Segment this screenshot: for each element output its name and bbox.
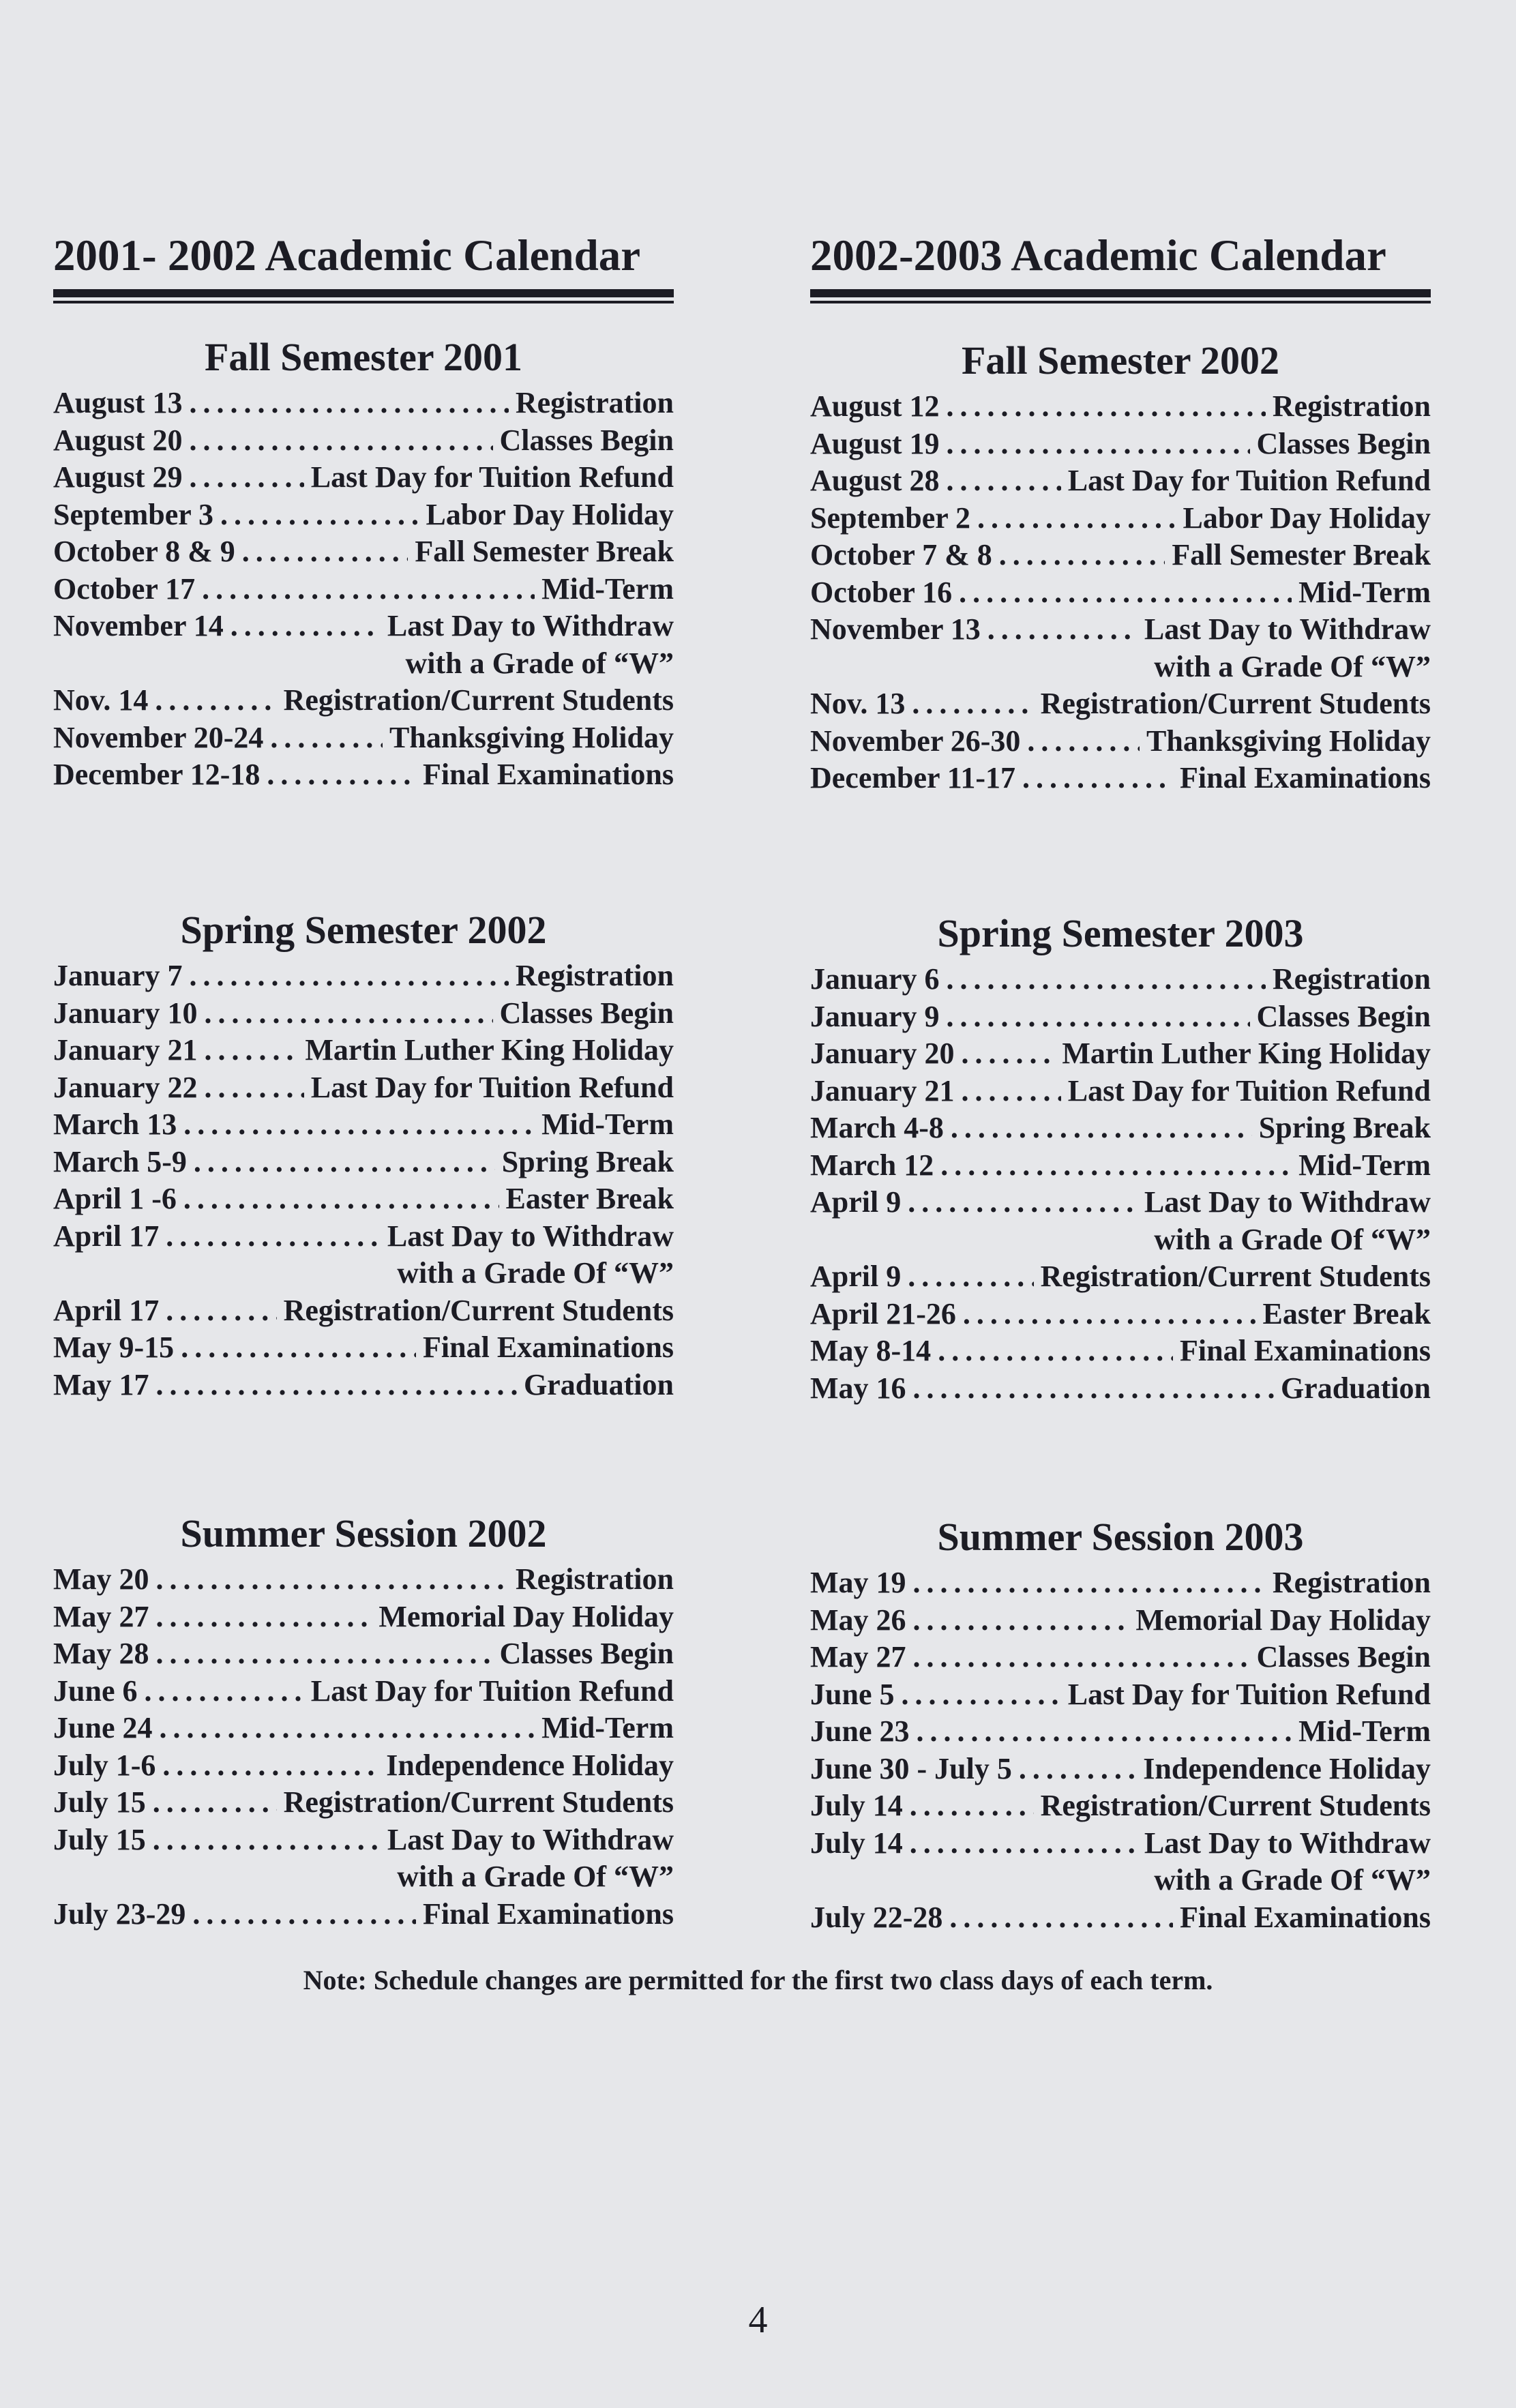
entry-date: July 14 (810, 1826, 903, 1860)
entry-event: Registration (1272, 962, 1431, 996)
dot-leader (940, 1147, 1292, 1185)
entry-event: Spring Break (1258, 1111, 1431, 1144)
dot-leader (908, 1184, 1138, 1221)
calendar-entry (810, 1110, 1431, 1147)
calendar-entry (810, 1258, 1431, 1296)
spring-semester-section (810, 910, 1431, 1407)
title-double-rule (53, 289, 674, 303)
calendar-entry (53, 1032, 674, 1069)
calendar-entry (53, 1180, 674, 1218)
calendar-entry (53, 756, 674, 794)
entry-date: May 8-14 (810, 1334, 932, 1367)
section-title: Summer Session 2002 (180, 1511, 547, 1556)
entry-date: December 12-18 (53, 758, 261, 791)
entry-date: August 20 (53, 423, 183, 457)
entry-date: November 14 (53, 609, 224, 642)
calendar-entry (53, 1069, 674, 1107)
fall-semester-section (53, 334, 674, 794)
dot-leader (204, 995, 492, 1032)
calendar-entry (53, 1822, 674, 1859)
entry-date: August 13 (53, 386, 183, 419)
calendar-entry (810, 1751, 1431, 1788)
entry-event-continuation: with a Grade Of “W” (397, 1256, 674, 1290)
calendar-entry (53, 682, 674, 719)
entry-event: Martin Luther King Holiday (305, 1033, 674, 1067)
entry-date: November 13 (810, 612, 981, 646)
entry-date: August 19 (810, 426, 940, 460)
entry-event: Last Day for Tuition Refund (310, 460, 674, 494)
calendar-entry (53, 1896, 674, 1933)
entry-event: Spring Break (501, 1144, 674, 1178)
entry-event: Independence Holiday (386, 1748, 674, 1782)
dot-leader (913, 1639, 1250, 1676)
calendar-title: 2002-2003 Academic Calendar (810, 231, 1386, 280)
calendar-entry (53, 385, 674, 422)
dot-leader (192, 1896, 416, 1933)
calendar-entry (810, 1370, 1431, 1408)
entry-event: Classes Begin (499, 996, 674, 1030)
entry-event-continuation: with a Grade Of “W” (1154, 1222, 1431, 1256)
entry-date: June 6 (53, 1674, 138, 1708)
entry-date: June 23 (810, 1714, 910, 1748)
dot-leader (959, 574, 1292, 612)
dot-leader (947, 462, 1061, 500)
entry-event: Registration (1272, 1566, 1431, 1599)
entry-date: January 22 (53, 1070, 198, 1104)
calendar-entry (810, 574, 1431, 612)
dot-leader (913, 1564, 1266, 1602)
calendar-entry (810, 1899, 1431, 1937)
calendar-entry (810, 1787, 1431, 1825)
entry-date: August 12 (810, 389, 940, 423)
calendar-entry (53, 533, 674, 571)
entry-event-continuation: with a Grade Of “W” (1154, 649, 1431, 683)
entry-event: Classes Begin (499, 423, 674, 457)
calendar-entry (53, 1144, 674, 1181)
entry-date: June 30 - July 5 (810, 1751, 1012, 1785)
entry-date: May 26 (810, 1603, 906, 1637)
entry-date: June 5 (810, 1677, 895, 1711)
entry-date: June 24 (53, 1711, 153, 1744)
entry-event: Registration/Current Students (283, 683, 674, 717)
dot-leader (270, 719, 383, 757)
dot-leader (181, 1329, 416, 1367)
entry-date: January 6 (810, 962, 940, 996)
summer-session-section (53, 1511, 674, 1933)
entry-event: Registration/Current Students (283, 1785, 674, 1819)
entry-date: March 12 (810, 1148, 934, 1182)
calendar-entry (53, 957, 674, 995)
calendar-entry (810, 537, 1431, 574)
entry-event: Registration (515, 1562, 674, 1596)
dot-leader (242, 533, 408, 571)
dot-leader (156, 1599, 372, 1636)
entry-event: Last Day for Tuition Refund (1067, 1073, 1431, 1108)
entry-event: Last Day to Withdraw (387, 1219, 674, 1253)
entry-event: Mid-Term (541, 571, 674, 606)
dot-leader (183, 1180, 499, 1218)
dot-leader (912, 685, 1033, 723)
calendar-entry (53, 459, 674, 496)
calendar-entry (53, 1710, 674, 1747)
dot-leader (267, 756, 416, 794)
entry-event: Final Examinations (423, 1897, 674, 1931)
entry-date: April 17 (53, 1219, 160, 1253)
dot-leader (166, 1292, 276, 1330)
entry-event: Final Examinations (423, 758, 674, 791)
dot-leader (190, 385, 509, 422)
calendar-entry (53, 1367, 674, 1404)
dot-leader (947, 426, 1250, 463)
entry-event: Mid-Term (1298, 1148, 1431, 1182)
dot-leader (162, 1747, 379, 1785)
calendar-entry (810, 685, 1431, 723)
entry-date: Nov. 13 (810, 687, 906, 720)
entry-date: January 10 (53, 996, 198, 1030)
dot-leader (908, 1258, 1033, 1296)
entry-event: Registration/Current Students (1040, 1260, 1431, 1293)
dot-leader (949, 1899, 1173, 1937)
dot-leader (231, 608, 381, 645)
entry-event: Registration/Current Students (1040, 1789, 1431, 1822)
dot-leader (156, 1561, 509, 1599)
entry-date: July 1-6 (53, 1748, 156, 1782)
calendar-entry (53, 1106, 674, 1144)
entry-date: May 27 (53, 1599, 149, 1633)
entry-event: Final Examinations (1180, 1900, 1431, 1934)
title-double-rule (810, 289, 1431, 303)
dot-leader (987, 611, 1138, 649)
dot-leader (961, 1035, 1055, 1073)
entry-event: Mid-Term (541, 1108, 674, 1141)
calendar-entry (53, 1784, 674, 1822)
calendar-entry (810, 1564, 1431, 1602)
entry-date: October 16 (810, 575, 953, 609)
calendar-entry (810, 1602, 1431, 1639)
calendar-2001-2002 (53, 225, 674, 1931)
dot-leader (156, 1635, 493, 1673)
entry-date: April 9 (810, 1260, 902, 1293)
page-number: 4 (748, 2299, 768, 2341)
calendar-entry (810, 961, 1431, 998)
calendar-entry (810, 1296, 1431, 1333)
calendar-entry (53, 496, 674, 534)
entry-date: August 28 (810, 464, 940, 497)
entry-date: May 19 (810, 1566, 906, 1599)
entry-date: October 8 & 9 (53, 535, 235, 568)
entry-date: October 17 (53, 571, 196, 606)
calendar-entry (53, 995, 674, 1032)
entry-event: Registration (1272, 389, 1431, 423)
entry-date: January 7 (53, 959, 183, 992)
dot-leader (938, 1333, 1173, 1370)
entry-date: March 4-8 (810, 1111, 944, 1144)
entry-date: May 9-15 (53, 1331, 175, 1364)
dot-leader (946, 998, 1249, 1036)
entry-date: January 9 (810, 999, 940, 1033)
entry-event: Last Day for Tuition Refund (310, 1674, 674, 1708)
calendar-entry (810, 1676, 1431, 1714)
entry-date: November 20-24 (53, 720, 264, 754)
dot-leader (166, 1218, 381, 1255)
dot-leader (1019, 1751, 1136, 1788)
dot-leader (977, 500, 1176, 537)
entry-event: Fall Semester Break (1172, 538, 1431, 571)
calendar-entry (53, 422, 674, 460)
summer-session-section (810, 1514, 1431, 1936)
entry-date: January 20 (810, 1037, 955, 1070)
dot-leader (190, 422, 493, 460)
fall-semester-section (810, 338, 1431, 797)
entry-date: July 14 (810, 1789, 903, 1822)
entry-event: Graduation (523, 1367, 674, 1401)
dot-leader (220, 496, 419, 534)
entry-event: Classes Begin (499, 1637, 674, 1670)
dot-leader (951, 1110, 1252, 1147)
calendar-entry (810, 462, 1431, 500)
calendar-entry (810, 1035, 1431, 1073)
calendar-entry (53, 1635, 674, 1673)
entry-event: Classes Begin (1256, 999, 1431, 1033)
calendar-entry (53, 1561, 674, 1599)
entry-event: Mid-Term (541, 1711, 674, 1744)
section-title: Fall Semester 2002 (961, 338, 1280, 383)
entry-event: Mid-Term (1298, 575, 1431, 609)
entry-date: April 1 -6 (53, 1182, 177, 1215)
dot-leader (901, 1676, 1060, 1714)
entry-event: Last Day for Tuition Refund (1067, 1677, 1431, 1711)
entry-date: May 28 (53, 1637, 149, 1670)
dot-leader (153, 1822, 381, 1859)
calendar-entry (53, 571, 674, 608)
entry-date: July 15 (53, 1785, 146, 1819)
dot-leader (946, 961, 1265, 998)
dot-leader (189, 957, 508, 995)
calendar-entry (810, 388, 1431, 426)
entry-date: December 11-17 (810, 761, 1015, 794)
entry-event: Classes Begin (1256, 426, 1431, 460)
calendar-entry (810, 1639, 1431, 1676)
entry-event: Labor Day Holiday (1183, 501, 1431, 535)
entry-date: March 13 (53, 1108, 177, 1141)
dot-leader (194, 1144, 495, 1181)
calendar-entry (53, 1329, 674, 1367)
dot-leader (204, 1069, 303, 1107)
dot-leader (190, 459, 304, 496)
section-title: Spring Semester 2003 (937, 911, 1304, 955)
entry-event: Easter Break (1262, 1296, 1431, 1331)
entry-event-continuation: with a Grade Of “W” (397, 1860, 674, 1893)
entry-event: Registration (515, 386, 674, 419)
entry-date: January 21 (810, 1073, 955, 1108)
entry-date: March 5-9 (53, 1144, 187, 1178)
dot-leader (155, 682, 276, 719)
calendar-entry (810, 1825, 1431, 1862)
dot-leader (1027, 723, 1140, 760)
entry-date: May 16 (810, 1371, 906, 1405)
entry-event: Thanksgiving Holiday (1146, 724, 1431, 758)
dot-leader (156, 1367, 517, 1404)
entry-event: Final Examinations (1180, 1334, 1431, 1367)
calendar-entry (810, 500, 1431, 537)
calendar-2002-2003 (810, 225, 1431, 1934)
entry-event: Independence Holiday (1143, 1751, 1431, 1785)
entry-event: Graduation (1280, 1371, 1431, 1405)
dot-leader (963, 1296, 1256, 1333)
section-title: Fall Semester 2001 (204, 335, 523, 379)
calendar-entry (53, 1599, 674, 1636)
entry-event: Last Day to Withdraw (387, 1822, 674, 1856)
entry-date: October 7 & 8 (810, 538, 992, 571)
calendar-entry (810, 426, 1431, 463)
calendar-entry (53, 1747, 674, 1785)
entry-date: Nov. 14 (53, 683, 149, 717)
calendar-entry (810, 611, 1431, 649)
dot-leader (144, 1673, 303, 1710)
dot-leader (910, 1825, 1138, 1862)
dot-leader (913, 1602, 1129, 1639)
calendar-title: 2001- 2002 Academic Calendar (53, 231, 641, 280)
entry-event: Final Examinations (423, 1331, 674, 1364)
entry-event: Labor Day Holiday (426, 497, 674, 531)
calendar-entry (810, 1713, 1431, 1751)
entry-date: September 3 (53, 497, 214, 531)
entry-date: May 20 (53, 1562, 149, 1596)
entry-event: Memorial Day Holiday (1135, 1603, 1431, 1637)
dot-leader (1022, 760, 1173, 797)
spring-semester-section (53, 907, 674, 1403)
entry-event: Last Day for Tuition Refund (310, 1070, 674, 1104)
entry-event: Last Day to Withdraw (1144, 612, 1431, 646)
schedule-note: Note: Schedule changes are permitted for the first two class days of each term. (303, 1965, 1213, 1995)
entry-event: Last Day to Withdraw (387, 609, 674, 642)
entry-date: May 17 (53, 1367, 149, 1401)
entry-date: July 22-28 (810, 1900, 943, 1934)
dot-leader (159, 1710, 535, 1747)
entry-date: August 29 (53, 460, 183, 494)
calendar-entry (53, 1218, 674, 1255)
dot-leader (183, 1106, 535, 1144)
calendar-entry (810, 1147, 1431, 1185)
entry-event: Mid-Term (1298, 1714, 1431, 1748)
calendar-entry (810, 1333, 1431, 1370)
entry-event-continuation: with a Grade of “W” (405, 646, 674, 680)
entry-date: April 17 (53, 1293, 160, 1327)
entry-event: Fall Semester Break (415, 535, 674, 568)
entry-event: Classes Begin (1256, 1640, 1431, 1674)
entry-date: July 23-29 (53, 1897, 186, 1931)
section-title: Summer Session 2003 (937, 1515, 1304, 1559)
calendar-entry (53, 1673, 674, 1710)
calendar-entry (53, 1292, 674, 1330)
calendar-entry (810, 998, 1431, 1036)
entry-event: Thanksgiving Holiday (389, 720, 674, 754)
calendar-entry (810, 1184, 1431, 1221)
entry-event-continuation: with a Grade Of “W” (1154, 1863, 1431, 1897)
entry-date: April 9 (810, 1185, 902, 1219)
entry-event: Registration (515, 959, 674, 992)
entry-date: April 21-26 (810, 1296, 956, 1331)
entry-date: July 15 (53, 1822, 146, 1856)
entry-event: Registration/Current Students (283, 1293, 674, 1327)
entry-event: Last Day to Withdraw (1144, 1185, 1431, 1219)
dot-leader (910, 1787, 1034, 1825)
entry-event: Memorial Day Holiday (378, 1599, 674, 1633)
dot-leader (999, 537, 1165, 574)
entry-event: Martin Luther King Holiday (1062, 1037, 1431, 1070)
dot-leader (153, 1784, 277, 1822)
entry-event: Easter Break (505, 1182, 674, 1215)
entry-event: Last Day to Withdraw (1144, 1826, 1431, 1860)
dot-leader (204, 1032, 298, 1069)
section-title: Spring Semester 2002 (180, 908, 547, 952)
dot-leader (961, 1073, 1060, 1110)
calendar-entry (53, 608, 674, 645)
dot-leader (916, 1713, 1292, 1751)
calendar-entry (810, 1073, 1431, 1110)
entry-date: May 27 (810, 1640, 906, 1674)
calendar-entry (810, 723, 1431, 760)
entry-event: Last Day for Tuition Refund (1067, 464, 1431, 497)
entry-date: November 26-30 (810, 724, 1021, 758)
entry-event: Registration/Current Students (1040, 687, 1431, 720)
entry-event: Final Examinations (1180, 761, 1431, 794)
calendar-entry (53, 719, 674, 757)
dot-leader (947, 388, 1266, 426)
entry-date: September 2 (810, 501, 971, 535)
entry-date: January 21 (53, 1033, 198, 1067)
dot-leader (202, 571, 535, 608)
calendar-entry (810, 760, 1431, 797)
dot-leader (913, 1370, 1274, 1408)
